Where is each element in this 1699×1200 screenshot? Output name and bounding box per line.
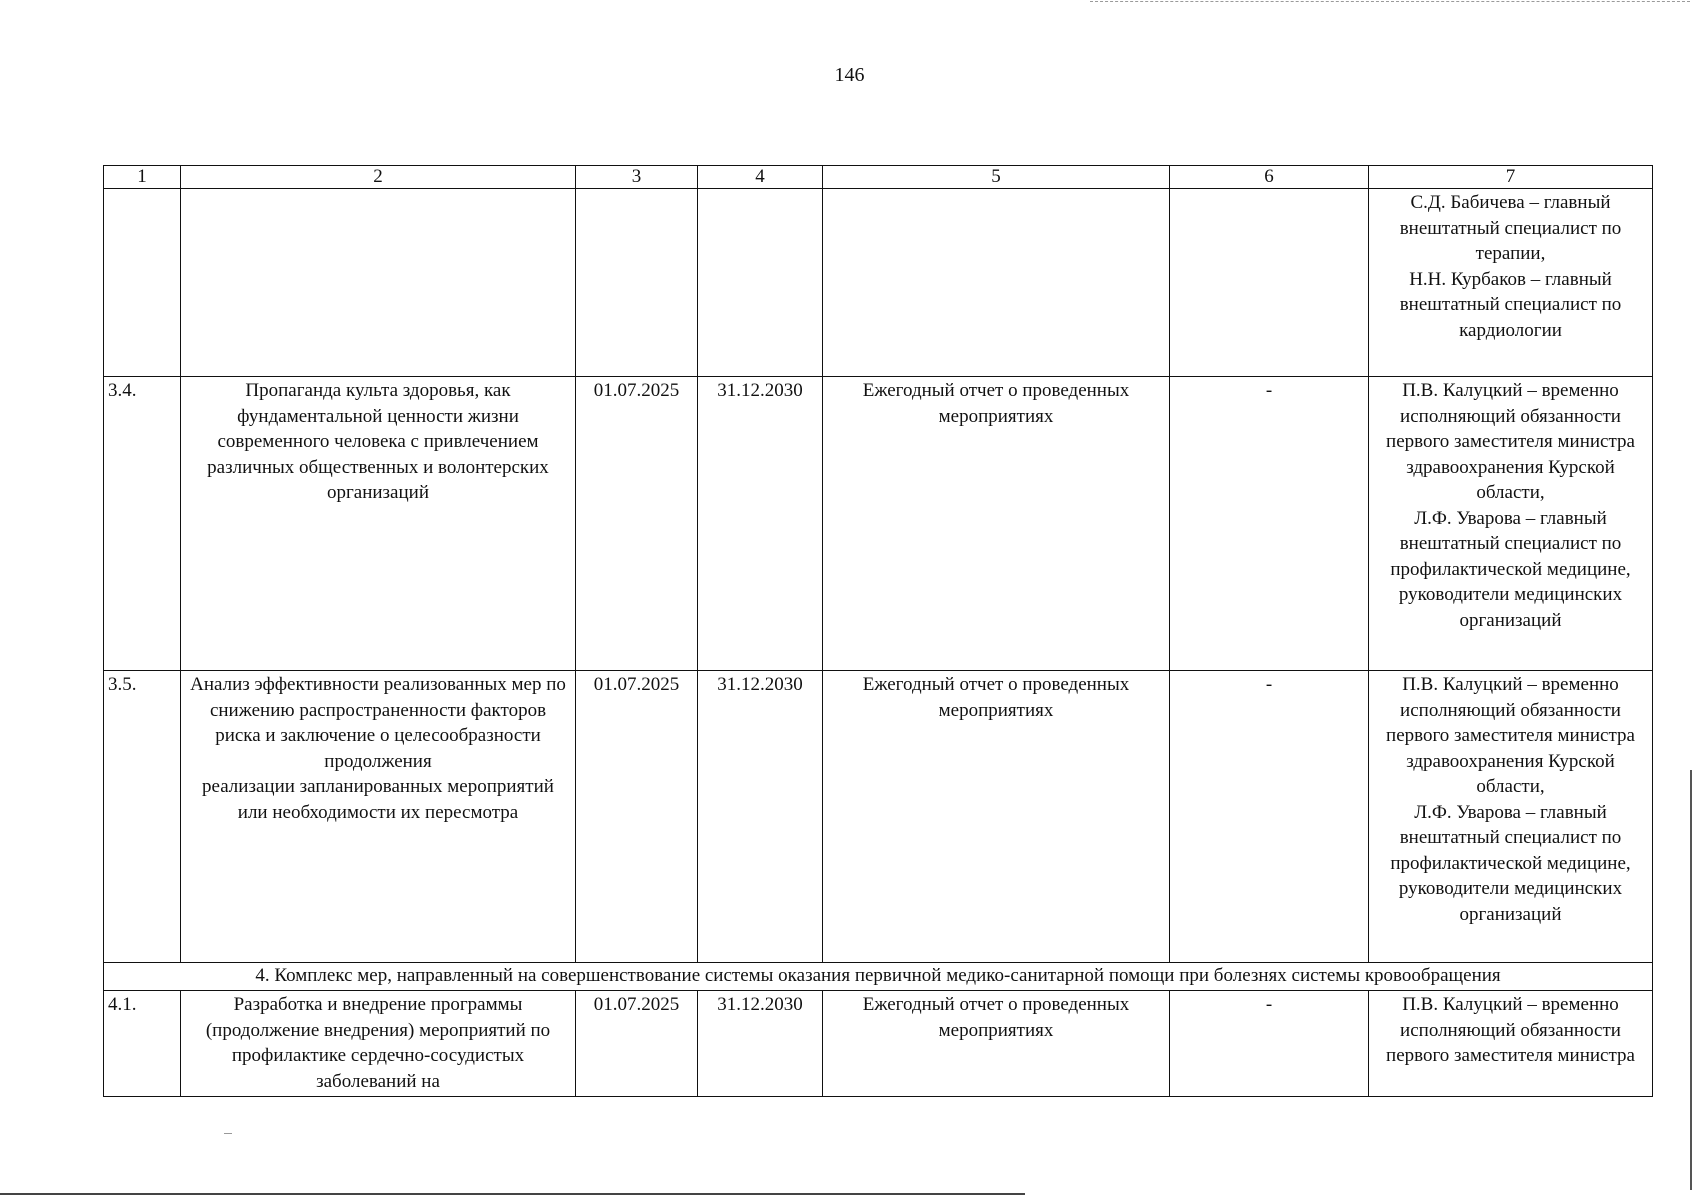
- start-date-cell: 01.07.2025: [576, 991, 698, 1097]
- empty-cell: [823, 189, 1170, 377]
- indicator-cell: -: [1170, 671, 1369, 963]
- responsible-text: П.В. Калуцкий – временно исполняющий обязанности первого заместителя министра здравоохранения Курской области, Л.Ф. Уварова – главный внештатный специалист по профилактической медицине, руководители медицинских организаций: [1386, 674, 1635, 925]
- indicator-cell: -: [1170, 991, 1369, 1097]
- responsible-text: П.В. Калуцкий – временно исполняющий обязанности первого заместителя министра здравоохранения Курской области, Л.Ф. Уварова – главный внештатный специалист по профилактической медицине, руководители медицинских организаций: [1386, 380, 1635, 631]
- table-row-3-4: [104, 377, 1653, 671]
- row-number: 3.5.: [104, 671, 181, 963]
- table-row-4-1: [104, 991, 1653, 1097]
- column-number-2: 2: [181, 166, 576, 189]
- page-number: 146: [834, 64, 865, 86]
- end-date-cell: 31.12.2030: [698, 377, 823, 671]
- start-date-cell: 01.07.2025: [576, 671, 698, 963]
- section-4-title: 4. Комплекс мер, направленный на совершенствование системы оказания первичной медико-санитарной помощи при болезнях системы кровообращения: [104, 963, 1653, 991]
- responsible-cell: [1369, 377, 1653, 671]
- responsible-text: С.Д. Бабичева – главный внештатный специалист по терапии, Н.Н. Курбаков – главный внештатный специалист по кардиологии: [1399, 192, 1622, 341]
- column-number-header-row: [104, 166, 1653, 189]
- end-date-cell: 31.12.2030: [698, 991, 823, 1097]
- description-text: Анализ эффективности реализованных мер по снижению распространенности факторов риска и заключение о целесообразности продолжения реализации запланированных мероприятий или необходимости их пересмотра: [190, 674, 566, 823]
- empty-cell: [104, 189, 181, 377]
- empty-cell: [181, 189, 576, 377]
- responsible-cell: П.В. Калуцкий – временно исполняющий обязанности первого заместителя министра: [1369, 991, 1653, 1097]
- row-number: 4.1.: [104, 991, 181, 1097]
- indicator-cell: -: [1170, 377, 1369, 671]
- end-date-cell: 31.12.2030: [698, 671, 823, 963]
- empty-cell: [1170, 189, 1369, 377]
- empty-cell: [698, 189, 823, 377]
- responsible-cell: [1369, 189, 1653, 377]
- description-cell: [181, 671, 576, 963]
- column-number-4: 4: [698, 166, 823, 189]
- column-number-6: 6: [1170, 166, 1369, 189]
- scan-edge-bottom: [0, 1193, 1025, 1195]
- description-cell: Разработка и внедрение программы (продолжение внедрения) мероприятий по профилактике сердечно-сосудистых заболеваний на: [181, 991, 576, 1097]
- table-row-3-5: [104, 671, 1653, 963]
- section-heading-row: [104, 963, 1653, 991]
- result-cell: Ежегодный отчет о проведенных мероприятиях: [823, 991, 1170, 1097]
- action-plan-table: [103, 165, 1653, 1097]
- result-cell: Ежегодный отчет о проведенных мероприятиях: [823, 671, 1170, 963]
- column-number-1: 1: [104, 166, 181, 189]
- description-cell: Пропаганда культа здоровья, как фундаментальной ценности жизни современного человека с привлечением различных общественных и волонтерских организаций: [181, 377, 576, 671]
- result-cell: Ежегодный отчет о проведенных мероприятиях: [823, 377, 1170, 671]
- table-row-continuation: [104, 189, 1653, 377]
- scan-edge-top: [1090, 1, 1690, 2]
- scan-edge-right: [1690, 770, 1692, 1190]
- column-number-3: 3: [576, 166, 698, 189]
- scan-speck: [224, 1133, 232, 1134]
- column-number-7: 7: [1369, 166, 1653, 189]
- empty-cell: [576, 189, 698, 377]
- responsible-cell: [1369, 671, 1653, 963]
- column-number-5: 5: [823, 166, 1170, 189]
- start-date-cell: 01.07.2025: [576, 377, 698, 671]
- row-number: 3.4.: [104, 377, 181, 671]
